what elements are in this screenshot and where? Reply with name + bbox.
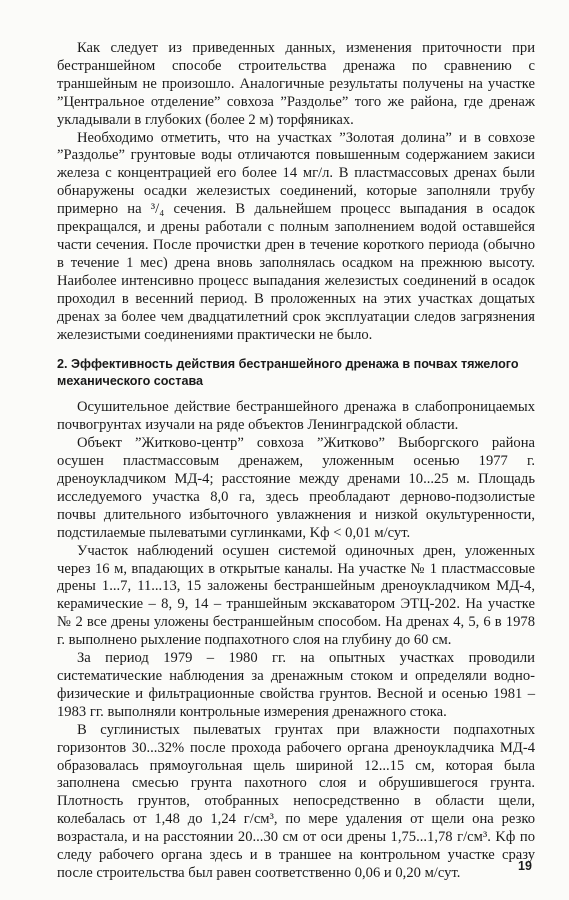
paragraph-4: Объект ”Житково-центр” совхоза ”Житково” Выборгского района осушен пластмассовым дренажем, уложенным осенью 1977 г. дреноукладчиком МД-4; расстояние между дренами 10...25 м. Площадь исследуемого участка 8,0 га, здесь преобладают дерново-подзолистые почвы длительного избыточного увлажнения и низкой окультуренности, подстилаемые пылеватыми суглинками, Kф < 0,01 м/сут. — [57, 435, 535, 541]
page-number: 19 — [518, 859, 532, 873]
page-body — [57, 40, 535, 883]
paragraph-3: Осушительное действие бестраншейного дренажа в слабопроницаемых почвогрунтах изучали на ряде объектов Ленинградской области. — [57, 399, 535, 434]
paragraph-2: Необходимо отметить, что на участках ”Золотая долина” и в совхозе ”Раздолье” грунтовые воды отличаются повышенным содержанием закиси железа с концентрацией его более 14 мг/л. В пластмассовых дренах были обнаружены осадки железистых соединений, которые заполняли трубу примерно на ³/₄ сечения. В дальнейшем процесс выпадания в осадок прекращался, и дрены работали с полным заполнением водой оставшейся части сечения. После прочистки дрен в течение короткого периода (обычно в течение 1 мес) дрена вновь заполнялась осадком на прежнюю высоту. Наиболее интенсивно процесс выпадания железистых соединений в осадок проходил в весенний период. В проложенных на этих участках дощатых дренах за более чем двадцатилетний срок эксплуатации следов загрязнения железистыми соединениями практически не было. — [57, 129, 535, 343]
paragraph-7: В суглинистых пылеватых грунтах при влажности подпахотных горизонтов 30...32% после прохода рабочего органа дреноукладчика МД-4 образовалась прямоугольная щель шириной 12...15 см, которая была заполнена смесью грунта пахотного слоя и обрушившегося грунта. Плотность грунтов, отобранных непосредственно в области щели, колебалась от 1,48 до 1,24 г/см³, по мере удаления от щели она резко возрастала, и на расстоянии 20...30 см от оси дрены 1,75...1,78 г/см³. Kф по следу рабочего органа здесь и в траншее на контрольном участке сразу после строительства был равен соответственно 0,06 и 0,20 м/сут. — [57, 721, 535, 881]
paragraph-6: За период 1979 – 1980 гг. на опытных участках проводили систематические наблюдения за дренажным стоком и определяли водно-физические и фильтрационные свойства грунтов. Весной и осенью 1981 – 1983 гг. выполняли контрольные измерения дренажного стока. — [57, 650, 535, 720]
paragraph-1: Как следует из приведенных данных, изменения приточности при бестраншейном способе строительства дренажа по сравнению с траншейным не произошло. Аналогичные результаты получены на участке ”Центральное отделение” совхоза ”Раздолье” того же района, где дренаж укладывали в глубоких (более 2 м) торфяниках. — [57, 40, 535, 128]
section-heading: 2. Эффективность действия бестраншейного дренажа в почвах тяжелого механического состава — [57, 357, 519, 388]
paragraph-5: Участок наблюдений осушен системой одиночных дрен, уложенных через 16 м, впадающих в открытые каналы. На участке № 1 пластмассовые дрены 1...7, 11...13, 15 заложены бестраншейным дреноукладчиком МД-4, керамические – 8, 9, 14 – траншейным экскаватором ЭТЦ-202. На участке № 2 все дрены уложены бестраншейным способом. На дренах 4, 5, 6 в 1978 г. выполнено рыхление подпахотного слоя на глубину до 60 см. — [57, 542, 535, 649]
